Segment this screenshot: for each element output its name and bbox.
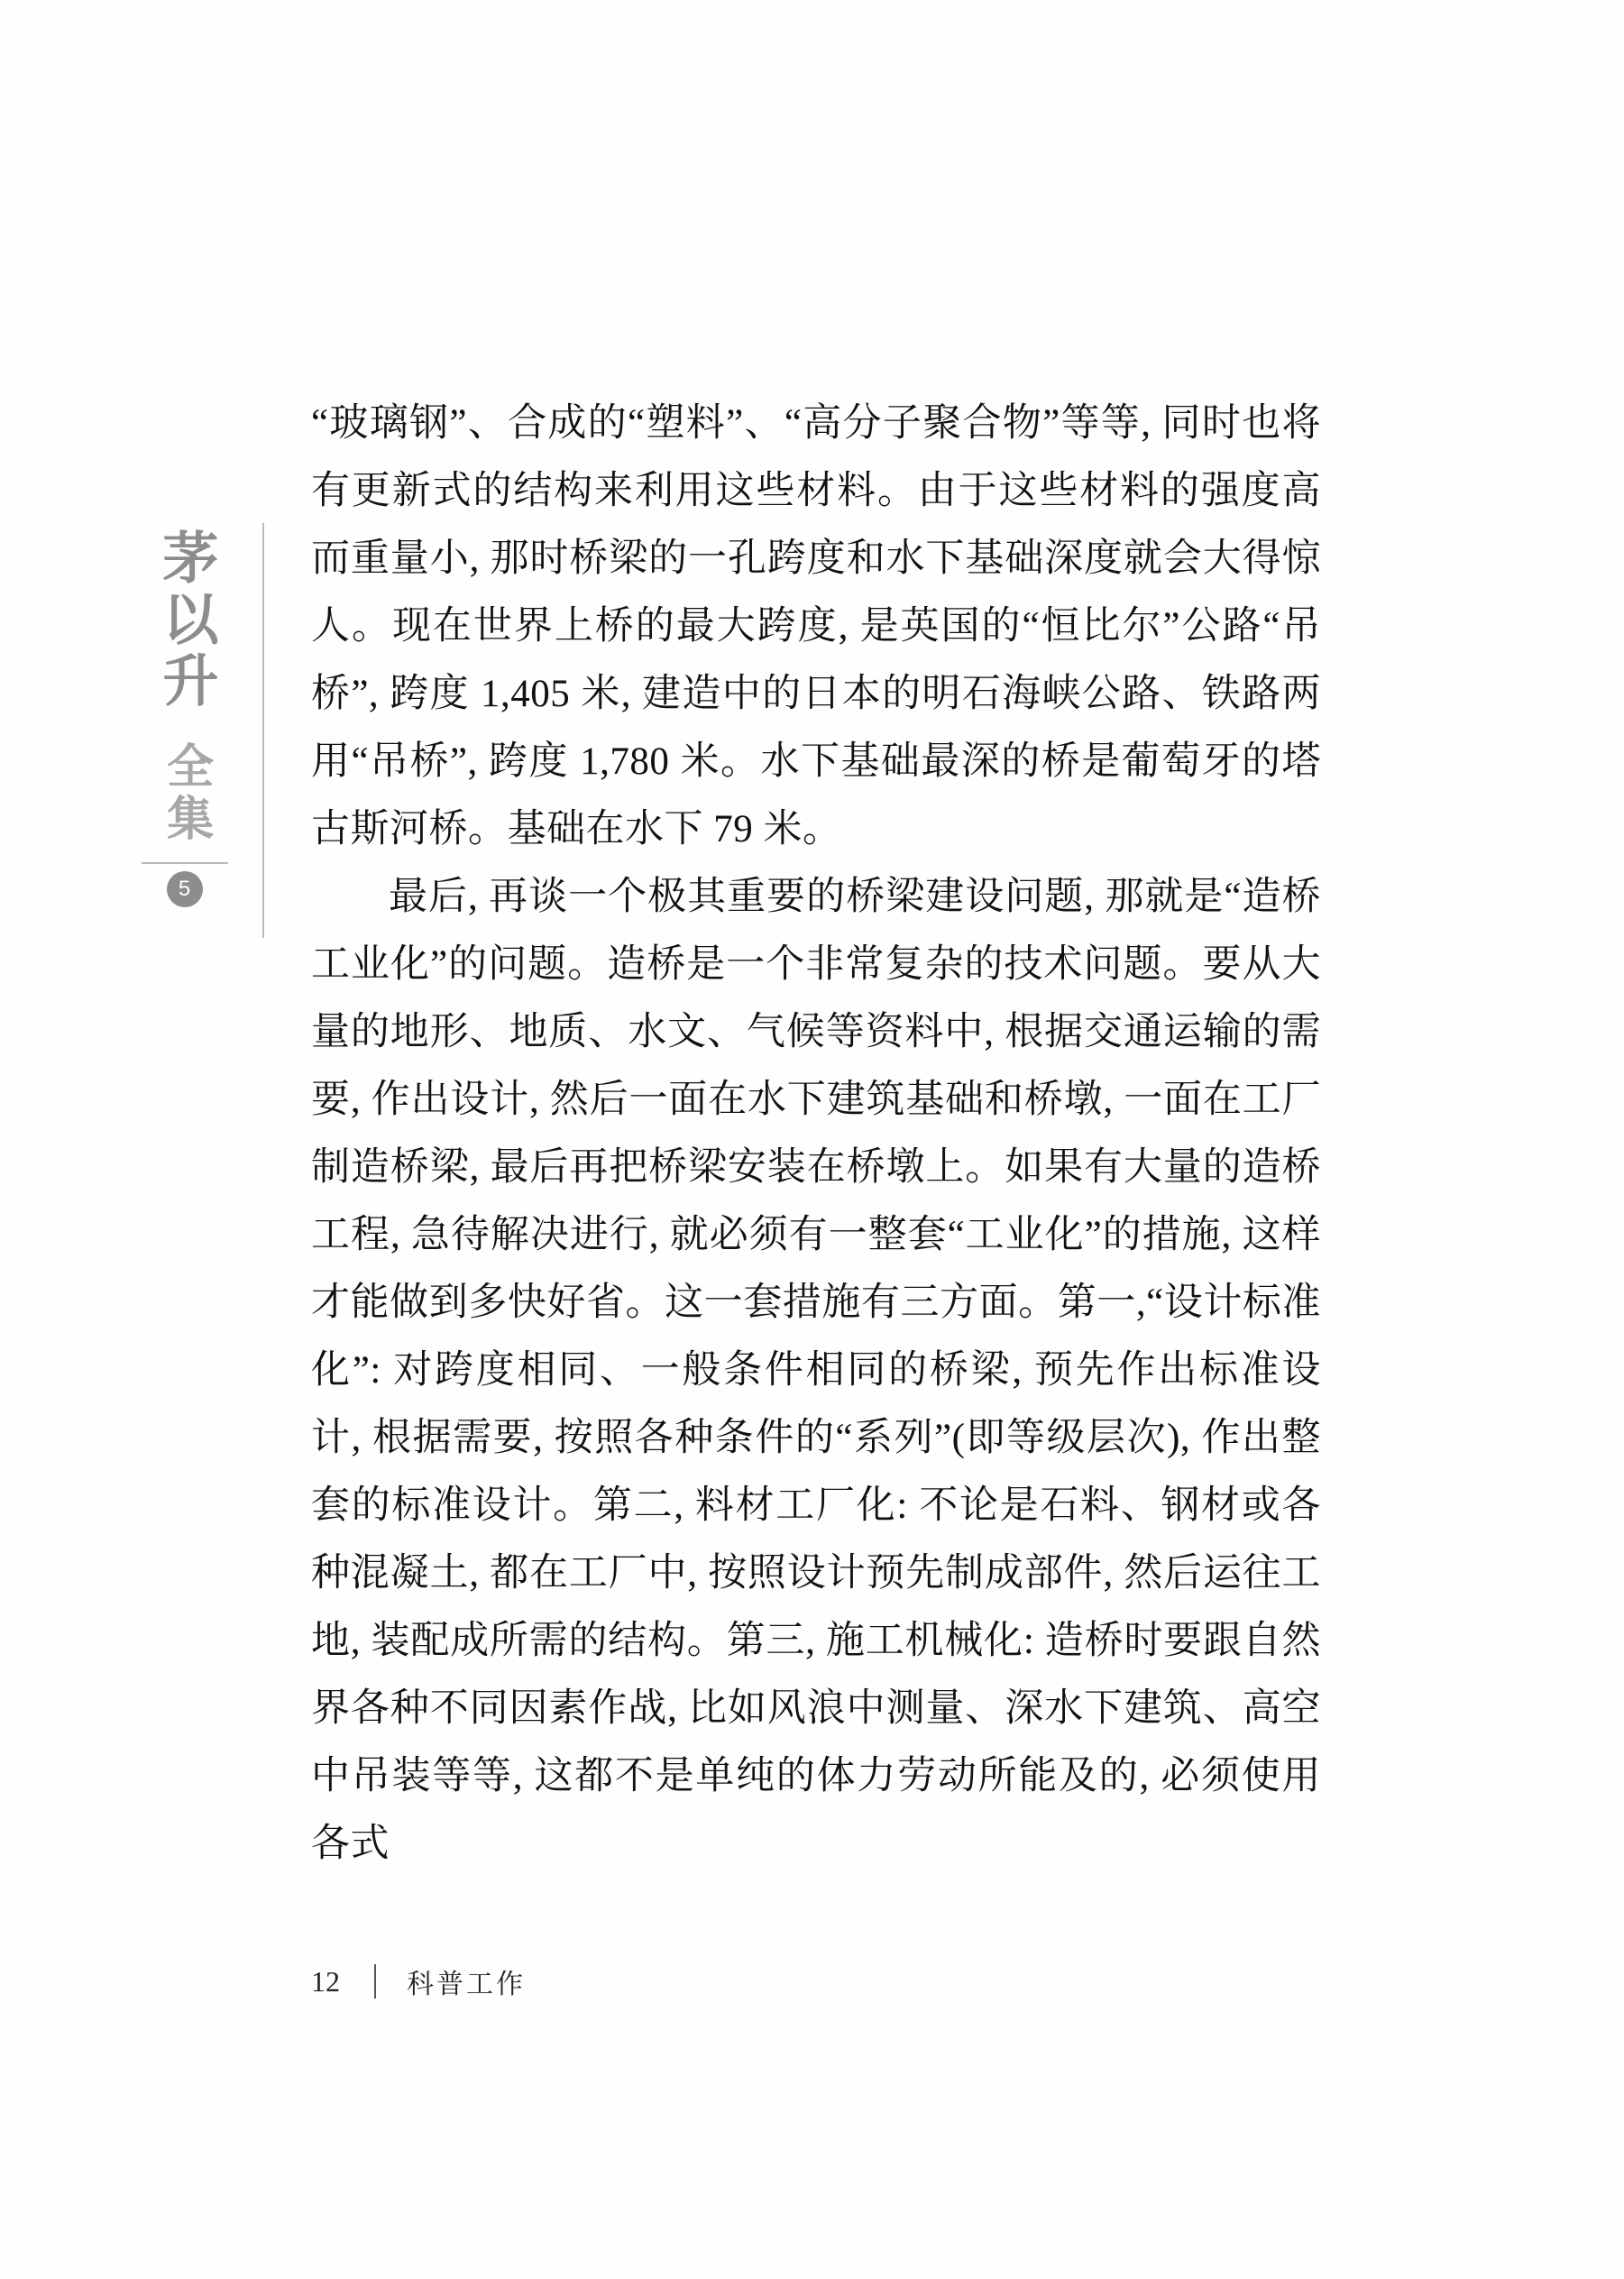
body-text	[311, 390, 1321, 1878]
series-subtitle: 全集	[159, 741, 211, 846]
series-title: 茅以升	[153, 528, 216, 712]
paragraph-2: 最后, 再谈一个极其重要的桥梁建设问题, 那就是“造桥工业化”的问题。造桥是一个非常复杂的技术问题。要从大量的地形、地质、水文、气候等资料中, 根据交通运输的需要, 作出设计, 然后一面在水下建筑基础和桥墩, 一面在工厂制造桥梁, 最后再把桥梁安装在桥墩上。如果有大量的造桥工程, 急待解决进行, 就必须有一整套“工业化”的措施, 这样才能做到多快好省。这一套措施有三方面。第一,“设计标准化”: 对跨度相同、一般条件相同的桥梁, 预先作出标准设计, 根据需要, 按照各种条件的“系列”(即等级层次), 作出整套的标准设计。第二, 料材工厂化: 不论是石料、钢材或各种混凝土, 都在工厂中, 按照设计预先制成部件, 然后运往工地, 装配成所需的结构。第三, 施工机械化: 造桥时要跟自然界各种不同因素作战, 比如风浪中测量、深水下建筑、高空中吊装等等, 这都不是单纯的体力劳动所能及的, 必须使用各式	[311, 876, 1321, 1865]
series-mark	[106, 523, 264, 938]
volume-badge: 5	[167, 871, 203, 907]
running-head: 科普工作	[407, 1970, 526, 1999]
paragraph-1: “玻璃钢”、合成的“塑料”、“高分子聚合物”等等, 同时也将有更新式的结构来利用这些材料。由于这些材料的强度高而重量小, 那时桥梁的一孔跨度和水下基础深度就会大得惊人。现在世界上桥的最大跨度, 是英国的“恒比尔”公路“吊桥”, 跨度 1,405 米, 建造中的日本的明石海峡公路、铁路两用“吊桥”, 跨度 1,780 米。水下基础最深的桥是葡萄牙的塔古斯河桥。基础在水下 79 米。	[311, 402, 1321, 850]
footer-divider	[374, 1964, 376, 1999]
page-number: 12	[311, 1964, 340, 1998]
page-footer	[311, 1962, 1321, 2001]
series-divider	[142, 862, 228, 864]
